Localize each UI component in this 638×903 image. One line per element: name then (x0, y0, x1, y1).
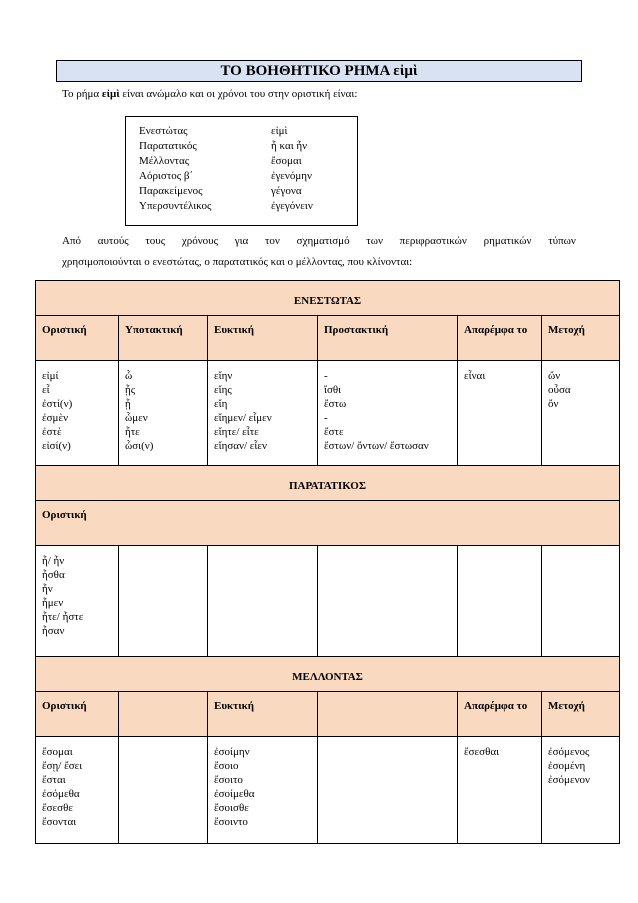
future-column-header: Απαρέμφα το (458, 692, 542, 737)
paragraph-line-2: χρησιμοποιούνται ο ενεστώτας, ο παρατατικός και ο μέλλοντας, που κλίνονται: (62, 256, 413, 268)
verb-form: ἔσοισθε (214, 802, 249, 814)
tenses-box (125, 116, 358, 226)
tense-name: Ενεστώτας (139, 125, 188, 137)
verb-form: ἦτε/ ἦστε (42, 611, 84, 623)
verb-form: ἦσαν (42, 625, 65, 637)
intro-verb: εἰμὶ (101, 88, 120, 100)
tense-row (139, 140, 308, 153)
paragraph-word: τον (265, 235, 280, 247)
verb-form: εἶναι (464, 370, 486, 382)
verb-form: ἦτε (125, 426, 140, 438)
verb-form: ἦμεν (42, 597, 64, 609)
present-forms-cell (119, 361, 208, 466)
imperfect-forms-cell (458, 546, 542, 657)
verb-form: ἔσῃ/ ἔσει (42, 760, 83, 772)
future-forms-cell (318, 737, 458, 844)
verb-form: - (324, 412, 328, 424)
tense-row (139, 125, 288, 138)
tense-form: ἦ και ἦν (271, 140, 308, 152)
imperfect-forms-cell (318, 546, 458, 657)
verb-form: ᾖς (125, 384, 136, 396)
present-column-header: Οριστική (36, 316, 119, 361)
verb-form: ἐσμὲν (42, 412, 69, 424)
tense-row (139, 155, 302, 168)
paragraph-word: περιφραστικών (399, 235, 467, 247)
present-column-header: Απαρέμφα το (458, 316, 542, 361)
tense-form: γέγονα (271, 185, 302, 197)
present-column-header: Μετοχή (542, 316, 620, 361)
verb-form: ἔσονται (42, 816, 77, 828)
future-forms-cell (119, 737, 208, 844)
tense-name: Υπερσυντέλικος (139, 200, 212, 212)
paragraph-word: των (366, 235, 383, 247)
intro-before: Το ρήμα (62, 88, 102, 100)
verb-form: εἴημεν/ εἶμεν (214, 412, 272, 424)
future-column-header (318, 692, 458, 737)
future-column-header: Οριστική (36, 692, 119, 737)
verb-form: ἦσθα (42, 569, 65, 581)
verb-form: ἔστε (324, 426, 344, 438)
present-forms-cell (318, 361, 458, 466)
verb-form: οὖσα (548, 384, 571, 396)
intro-sentence (62, 88, 357, 100)
verb-form: εἰμί (42, 370, 59, 382)
tense-name: Παρακείμενος (139, 185, 203, 197)
tense-name: Παρατατικός (139, 140, 197, 152)
verb-form: ἐσοίμεθα (214, 788, 255, 800)
future-heading: ΜΕΛΛΟΝΤΑΣ (36, 657, 620, 692)
document-title: ΤΟ ΒΟΗΘΗΤΙΚΟ ΡΗΜΑ εἰμὶ (56, 60, 582, 82)
tense-name: Μέλλοντας (139, 155, 190, 167)
future-forms-cell (36, 737, 119, 844)
verb-form: ἐσόμενος (548, 746, 590, 758)
verb-form: ἔσοιτο (214, 774, 243, 786)
paragraph-line-1 (62, 235, 576, 247)
tense-form: ἐγενόμην (271, 170, 313, 182)
imperfect-forms-cell (208, 546, 318, 657)
verb-form: ὦμεν (125, 412, 148, 424)
verb-form: ἔσται (42, 774, 66, 786)
verb-form: ἦ/ ἦν (42, 555, 65, 567)
future-forms-cell (542, 737, 620, 844)
present-heading: ΕΝΕΣΤΩΤΑΣ (36, 281, 620, 316)
present-forms-cell (542, 361, 620, 466)
present-forms-cell (36, 361, 119, 466)
verb-form: ἐστὲ (42, 426, 62, 438)
paragraph-word: για (234, 235, 249, 247)
future-column-header: Ευκτική (208, 692, 318, 737)
imperfect-forms-cell (119, 546, 208, 657)
paragraph-word: σχηματισμό (296, 235, 350, 247)
present-forms-cell (208, 361, 318, 466)
tense-form: ἔσομαι (271, 155, 302, 167)
verb-form: ἔσομαι (42, 746, 73, 758)
verb-form: ὤν (548, 370, 561, 382)
verb-form: ἔσοιντο (214, 816, 248, 828)
verb-form: ἐσοίμην (214, 746, 250, 758)
paragraph-word: τύπων (548, 235, 576, 247)
verb-form: ὦ (125, 370, 133, 382)
paragraph-word: Από (62, 235, 81, 247)
paragraph-word: ρηματικών (483, 235, 532, 247)
future-column-header: Μετοχή (542, 692, 620, 737)
verb-form: ἐσόμενον (548, 774, 591, 786)
verb-form: ἐστί(ν) (42, 398, 73, 410)
verb-form: ἔσοιο (214, 760, 239, 772)
verb-form: εἴην (214, 370, 233, 382)
verb-form: ἔσεσθε (42, 802, 73, 814)
imperfect-forms-cell (36, 546, 119, 657)
present-column-header: Προστακτική (318, 316, 458, 361)
future-forms-cell (458, 737, 542, 844)
tense-row (139, 185, 302, 198)
verb-form: εἴητε/ εἶτε (214, 426, 259, 438)
verb-form: εἴης (214, 384, 232, 396)
verb-form: ἦν (42, 583, 53, 595)
verb-form: ᾖ (125, 398, 131, 410)
tense-row (139, 170, 313, 183)
paragraph-word: τους (145, 235, 166, 247)
paragraph-word: αυτούς (97, 235, 129, 247)
tense-name: Αόριστος β΄ (139, 170, 194, 182)
conjugation-table (35, 280, 620, 844)
present-column-header: Υποτακτική (119, 316, 208, 361)
tense-form: εἰμὶ (271, 125, 288, 137)
verb-form: ὄν (548, 398, 559, 410)
tense-row (139, 200, 313, 213)
verb-form: ἔστω (324, 398, 347, 410)
verb-form: ἔστων/ ὄντων/ ἔστωσαν (324, 440, 429, 452)
verb-form: ἴσθι (324, 384, 342, 396)
future-forms-cell (208, 737, 318, 844)
tense-form: ἐγεγόνειν (271, 200, 313, 212)
verb-form: - (324, 370, 328, 382)
paragraph-word: χρόνους (181, 235, 218, 247)
imperfect-header: Οριστική (36, 501, 620, 546)
verb-form: εἴησαν/ εἶεν (214, 440, 267, 452)
verb-form: εἰσί(ν) (42, 440, 71, 452)
verb-form: ἐσομένη (548, 760, 586, 772)
imperfect-forms-cell (542, 546, 620, 657)
future-column-header (119, 692, 208, 737)
intro-after: είναι ανώμαλο και οι χρόνοι του στην οριστική είναι: (119, 88, 358, 100)
imperfect-heading: ΠΑΡΑΤΑΤΙΚΟΣ (36, 466, 620, 501)
verb-form: ὦσι(ν) (125, 440, 154, 452)
present-forms-cell (458, 361, 542, 466)
verb-form: ἔσεσθαι (464, 746, 500, 758)
verb-form: ἐσόμεθα (42, 788, 80, 800)
verb-form: εἴη (214, 398, 228, 410)
present-column-header: Ευκτική (208, 316, 318, 361)
verb-form: εἶ (42, 384, 50, 396)
